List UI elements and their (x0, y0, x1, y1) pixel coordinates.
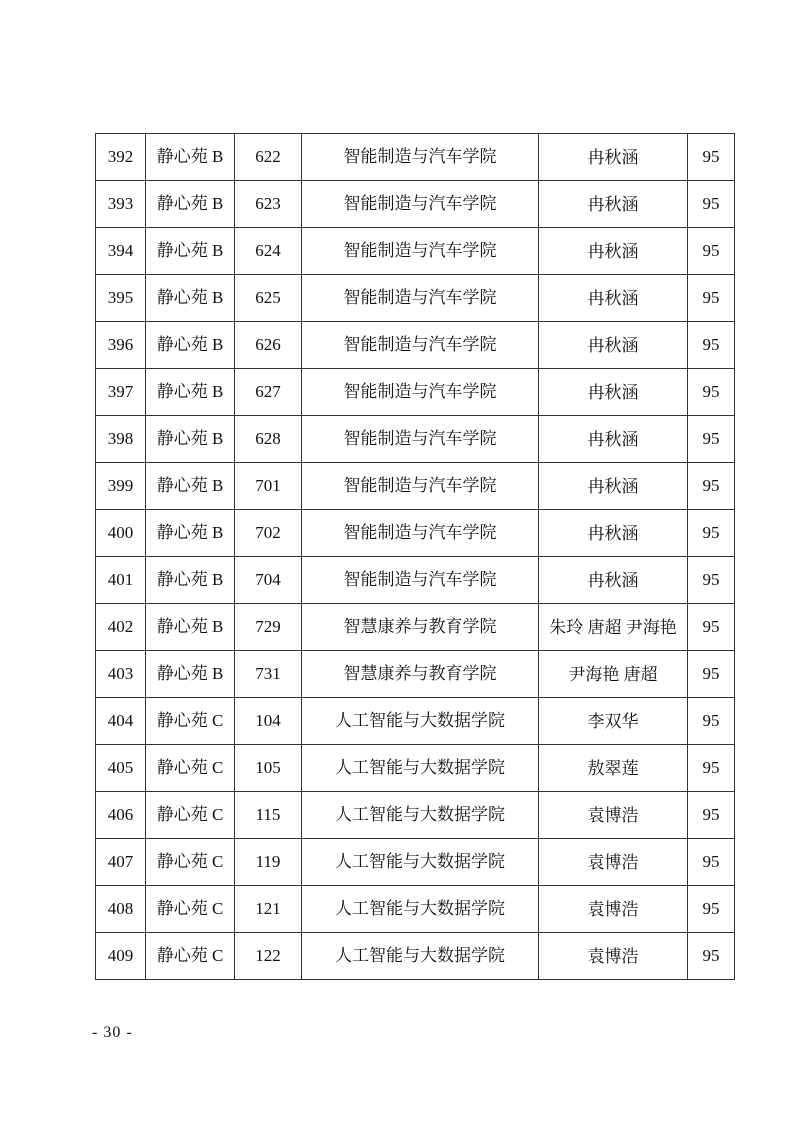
person-cell: 冉秋涵 (539, 134, 688, 181)
table-row (96, 886, 735, 933)
college-cell: 人工智能与大数据学院 (302, 933, 539, 980)
person-cell: 冉秋涵 (539, 228, 688, 275)
score-cell: 95 (688, 698, 735, 745)
table-row (96, 181, 735, 228)
college-cell: 智能制造与汽车学院 (302, 510, 539, 557)
college-cell: 智能制造与汽车学院 (302, 275, 539, 322)
dormitory-score-table (95, 133, 735, 980)
building-cell: 静心苑 B (146, 416, 235, 463)
building-cell: 静心苑 B (146, 322, 235, 369)
score-cell: 95 (688, 651, 735, 698)
college-cell: 智慧康养与教育学院 (302, 604, 539, 651)
building-cell: 静心苑 B (146, 510, 235, 557)
college-cell: 人工智能与大数据学院 (302, 886, 539, 933)
row-number-cell: 405 (96, 745, 146, 792)
table-row (96, 463, 735, 510)
college-cell: 智能制造与汽车学院 (302, 416, 539, 463)
building-cell: 静心苑 B (146, 651, 235, 698)
table-row (96, 698, 735, 745)
person-cell: 袁博浩 (539, 792, 688, 839)
table-body (96, 134, 735, 980)
row-number-cell: 393 (96, 181, 146, 228)
room-cell: 701 (235, 463, 302, 510)
score-cell: 95 (688, 604, 735, 651)
person-cell: 李双华 (539, 698, 688, 745)
person-cell: 袁博浩 (539, 839, 688, 886)
room-cell: 702 (235, 510, 302, 557)
room-cell: 731 (235, 651, 302, 698)
table-row (96, 933, 735, 980)
person-cell: 冉秋涵 (539, 181, 688, 228)
score-cell: 95 (688, 463, 735, 510)
row-number-cell: 409 (96, 933, 146, 980)
room-cell: 627 (235, 369, 302, 416)
college-cell: 智慧康养与教育学院 (302, 651, 539, 698)
score-cell: 95 (688, 134, 735, 181)
score-cell: 95 (688, 181, 735, 228)
row-number-cell: 408 (96, 886, 146, 933)
building-cell: 静心苑 C (146, 698, 235, 745)
table-row (96, 416, 735, 463)
college-cell: 人工智能与大数据学院 (302, 839, 539, 886)
row-number-cell: 394 (96, 228, 146, 275)
score-cell: 95 (688, 745, 735, 792)
row-number-cell: 398 (96, 416, 146, 463)
college-cell: 智能制造与汽车学院 (302, 322, 539, 369)
person-cell: 袁博浩 (539, 886, 688, 933)
row-number-cell: 404 (96, 698, 146, 745)
room-cell: 104 (235, 698, 302, 745)
building-cell: 静心苑 C (146, 933, 235, 980)
college-cell: 智能制造与汽车学院 (302, 228, 539, 275)
room-cell: 105 (235, 745, 302, 792)
score-cell: 95 (688, 933, 735, 980)
person-cell: 冉秋涵 (539, 463, 688, 510)
building-cell: 静心苑 B (146, 228, 235, 275)
college-cell: 人工智能与大数据学院 (302, 745, 539, 792)
row-number-cell: 400 (96, 510, 146, 557)
person-cell: 冉秋涵 (539, 510, 688, 557)
row-number-cell: 403 (96, 651, 146, 698)
table-row (96, 322, 735, 369)
building-cell: 静心苑 C (146, 745, 235, 792)
building-cell: 静心苑 C (146, 886, 235, 933)
score-cell: 95 (688, 510, 735, 557)
table-row (96, 839, 735, 886)
room-cell: 121 (235, 886, 302, 933)
college-cell: 人工智能与大数据学院 (302, 792, 539, 839)
score-cell: 95 (688, 322, 735, 369)
row-number-cell: 402 (96, 604, 146, 651)
room-cell: 119 (235, 839, 302, 886)
score-cell: 95 (688, 792, 735, 839)
row-number-cell: 392 (96, 134, 146, 181)
room-cell: 623 (235, 181, 302, 228)
table-row (96, 275, 735, 322)
room-cell: 628 (235, 416, 302, 463)
table-row (96, 369, 735, 416)
table-row (96, 510, 735, 557)
building-cell: 静心苑 C (146, 839, 235, 886)
person-cell: 尹海艳 唐超 (539, 651, 688, 698)
room-cell: 626 (235, 322, 302, 369)
row-number-cell: 399 (96, 463, 146, 510)
college-cell: 智能制造与汽车学院 (302, 134, 539, 181)
person-cell: 冉秋涵 (539, 369, 688, 416)
person-cell: 冉秋涵 (539, 557, 688, 604)
person-cell: 冉秋涵 (539, 322, 688, 369)
row-number-cell: 406 (96, 792, 146, 839)
score-cell: 95 (688, 228, 735, 275)
college-cell: 人工智能与大数据学院 (302, 698, 539, 745)
building-cell: 静心苑 B (146, 369, 235, 416)
room-cell: 122 (235, 933, 302, 980)
college-cell: 智能制造与汽车学院 (302, 557, 539, 604)
table-row (96, 792, 735, 839)
person-cell: 朱玲 唐超 尹海艳 (539, 604, 688, 651)
row-number-cell: 395 (96, 275, 146, 322)
person-cell: 冉秋涵 (539, 275, 688, 322)
table-row (96, 745, 735, 792)
building-cell: 静心苑 C (146, 792, 235, 839)
building-cell: 静心苑 B (146, 134, 235, 181)
building-cell: 静心苑 B (146, 604, 235, 651)
building-cell: 静心苑 B (146, 463, 235, 510)
building-cell: 静心苑 B (146, 181, 235, 228)
score-cell: 95 (688, 839, 735, 886)
score-cell: 95 (688, 416, 735, 463)
page-number: - 30 - (92, 1024, 133, 1041)
room-cell: 704 (235, 557, 302, 604)
building-cell: 静心苑 B (146, 557, 235, 604)
row-number-cell: 397 (96, 369, 146, 416)
room-cell: 115 (235, 792, 302, 839)
score-cell: 95 (688, 369, 735, 416)
score-cell: 95 (688, 886, 735, 933)
table-row (96, 228, 735, 275)
college-cell: 智能制造与汽车学院 (302, 181, 539, 228)
building-cell: 静心苑 B (146, 275, 235, 322)
score-cell: 95 (688, 557, 735, 604)
score-cell: 95 (688, 275, 735, 322)
room-cell: 729 (235, 604, 302, 651)
row-number-cell: 396 (96, 322, 146, 369)
room-cell: 622 (235, 134, 302, 181)
table-row (96, 604, 735, 651)
row-number-cell: 401 (96, 557, 146, 604)
college-cell: 智能制造与汽车学院 (302, 463, 539, 510)
row-number-cell: 407 (96, 839, 146, 886)
table-row (96, 557, 735, 604)
college-cell: 智能制造与汽车学院 (302, 369, 539, 416)
person-cell: 袁博浩 (539, 933, 688, 980)
room-cell: 624 (235, 228, 302, 275)
room-cell: 625 (235, 275, 302, 322)
table-row (96, 651, 735, 698)
person-cell: 冉秋涵 (539, 416, 688, 463)
table-row (96, 134, 735, 181)
person-cell: 敖翠莲 (539, 745, 688, 792)
